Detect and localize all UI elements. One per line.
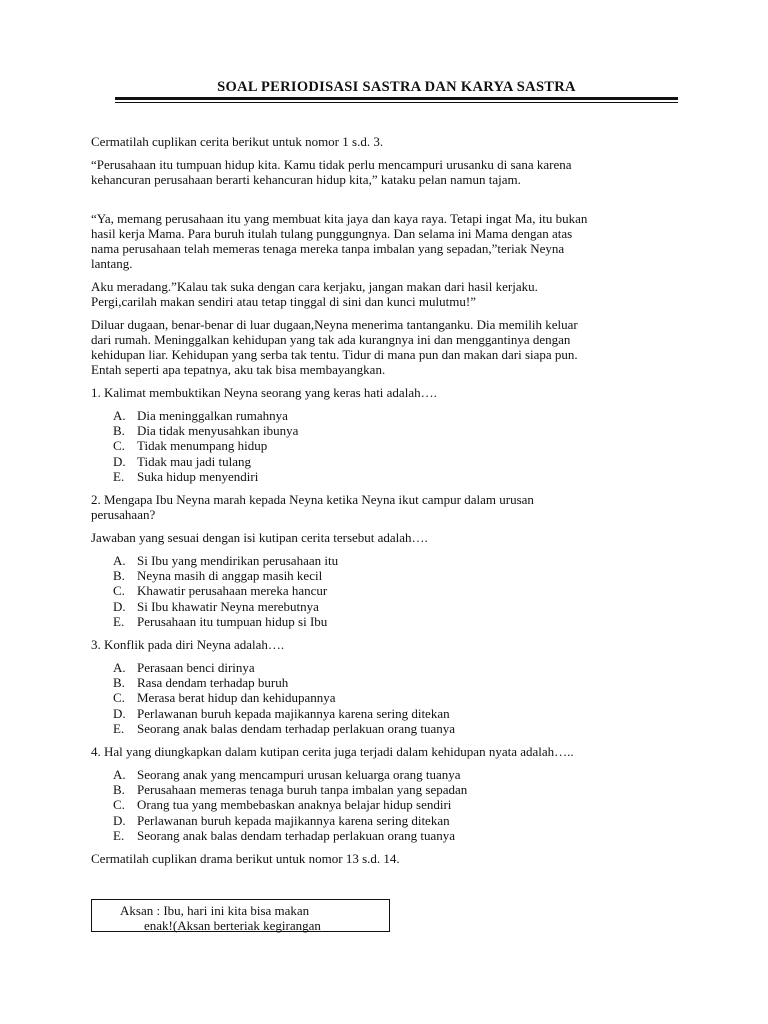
question-1: 1. Kalimat membuktikan Neyna seorang yang keras hati adalah….: [91, 385, 437, 400]
document-body: [91, 134, 691, 866]
option-item: [113, 408, 691, 423]
drama-line: Aksan : Ibu, hari ini kita bisa makan: [120, 903, 310, 918]
option-letter: A.: [113, 660, 126, 676]
option-text: Dia tidak menyusahkan ibunya: [137, 423, 299, 439]
option-text: Neyna masih di anggap masih kecil: [137, 568, 323, 584]
story-line: kehidupan liar. Kehidupan yang serba tak tentu. Tidur di mana pun dan makan dari siapa pun.: [91, 347, 578, 362]
story-paragraph-4: [91, 317, 691, 377]
option-item: [113, 469, 691, 484]
option-letter: A.: [113, 408, 126, 423]
option-item: [113, 660, 691, 675]
option-item: [113, 675, 691, 690]
question-2-options: [91, 553, 691, 629]
option-letter: B.: [113, 568, 125, 584]
option-letter: A.: [113, 767, 126, 783]
option-text: Si Ibu yang mendirikan perusahaan itu: [137, 553, 339, 569]
option-letter: A.: [113, 553, 126, 569]
option-text: Merasa berat hidup dan kehidupannya: [137, 690, 336, 706]
question-4-options: [91, 767, 691, 843]
option-letter: E.: [113, 613, 125, 629]
option-text: Dia meninggalkan rumahnya: [137, 408, 288, 423]
option-letter: B.: [113, 675, 125, 691]
option-item: [113, 767, 691, 782]
story-line: lantang.: [91, 256, 133, 271]
drama-instruction: Cermatilah cuplikan drama berikut untuk nomor 13 s.d. 14.: [91, 851, 400, 867]
option-item: [113, 614, 691, 629]
story-instruction: Cermatilah cuplikan cerita berikut untuk nomor 1 s.d. 3.: [91, 134, 384, 149]
story-paragraph-2: [91, 211, 691, 271]
option-letter: D.: [113, 453, 126, 469]
option-letter: B.: [113, 423, 125, 439]
option-letter: C.: [113, 438, 125, 454]
option-item: [113, 690, 691, 705]
question-line: 2. Mengapa Ibu Neyna marah kepada Neyna ketika Neyna ikut campur dalam urusan: [91, 492, 534, 508]
option-item: [113, 454, 691, 469]
question-line: perusahaan?: [91, 507, 156, 523]
option-text: Seorang anak balas dendam terhadap perlakuan orang tuanya: [137, 827, 456, 843]
option-letter: C.: [113, 797, 125, 813]
story-line: Pergi,carilah makan sendiri atau tetap tinggal di sini dan kunci mulutmu!”: [91, 294, 476, 309]
question-4: 4. Hal yang diungkapkan dalam kutipan cerita juga terjadi dalam kehidupan nyata adalah…..: [91, 744, 574, 760]
story-line: “Perusahaan itu tumpuan hidup kita. Kamu tidak perlu mencampuri urusanku di sana karena: [91, 157, 572, 172]
question-3-options: [91, 660, 691, 736]
option-letter: C.: [113, 583, 125, 599]
option-item: [113, 553, 691, 568]
option-item: [113, 828, 691, 843]
question-1-options: [91, 408, 691, 484]
option-text: Perusahaan memeras tenaga buruh tanpa imbalan yang sepadan: [137, 782, 468, 798]
option-text: Perusahaan itu tumpuan hidup si Ibu: [137, 613, 328, 629]
story-line: dari rumah. Meninggalkan kehidupan yang tak ada kurangnya ini dan menggantinya dengan: [91, 332, 571, 347]
option-text: Perasaan benci dirinya: [137, 660, 255, 676]
option-item: [113, 438, 691, 453]
question-2: [91, 492, 691, 522]
option-text: Khawatir perusahaan mereka hancur: [137, 583, 328, 599]
option-text: Tidak menumpang hidup: [137, 438, 268, 454]
option-text: Orang tua yang membebaskan anaknya belajar hidup sendiri: [137, 797, 452, 813]
document-title: SOAL PERIODISASI SASTRA DAN KARYA SASTRA: [217, 79, 576, 95]
option-text: Suka hidup menyendiri: [137, 468, 259, 484]
story-line: Diluar dugaan, benar-benar di luar dugaan,Neyna menerima tantanganku. Dia memilih keluar: [91, 317, 578, 332]
option-letter: E.: [113, 720, 125, 736]
option-letter: E.: [113, 468, 125, 484]
option-item: [113, 568, 691, 583]
option-item: [113, 813, 691, 828]
option-letter: E.: [113, 827, 125, 843]
question-3: 3. Konflik pada diri Neyna adalah….: [91, 637, 285, 653]
option-letter: D.: [113, 705, 126, 721]
option-text: Si Ibu khawatir Neyna merebutnya: [137, 598, 319, 614]
story-line: nama perusahaan telah memeras tenaga mereka tanpa imbalan yang sepadan,”teriak Neyna: [91, 241, 565, 256]
option-item: [113, 583, 691, 598]
option-item: [113, 706, 691, 721]
title-rule-thick: [115, 97, 678, 100]
option-item: [113, 721, 691, 736]
option-item: [113, 599, 691, 614]
option-text: Perlawanan buruh kepada majikannya karena sering ditekan: [137, 812, 450, 828]
option-text: Seorang anak yang mencampuri urusan keluarga orang tuanya: [137, 767, 461, 783]
title-rule-thin: [115, 102, 678, 103]
question-2-prompt: Jawaban yang sesuai dengan isi kutipan cerita tersebut adalah….: [91, 530, 428, 546]
story-line: Entah seperti apa tepatnya, aku tak bisa membayangkan.: [91, 362, 386, 377]
option-letter: D.: [113, 812, 126, 828]
option-item: [113, 797, 691, 812]
option-item: [113, 782, 691, 797]
story-line: hasil kerja Mama. Para buruh itulah tulang punggungnya. Dan selama ini Mama dengan atas: [91, 226, 573, 241]
option-letter: B.: [113, 782, 125, 798]
option-letter: D.: [113, 598, 126, 614]
option-text: Seorang anak balas dendam terhadap perlakuan orang tuanya: [137, 720, 456, 736]
story-line: Aku meradang.”Kalau tak suka dengan cara kerjaku, jangan makan dari hasil kerjaku.: [91, 279, 538, 294]
option-text: Rasa dendam terhadap buruh: [137, 675, 289, 691]
option-item: [113, 423, 691, 438]
option-text: Perlawanan buruh kepada majikannya karena sering ditekan: [137, 705, 450, 721]
drama-line: enak!(Aksan berteriak kegirangan: [144, 918, 321, 933]
option-letter: C.: [113, 690, 125, 706]
option-text: Tidak mau jadi tulang: [137, 453, 251, 469]
drama-excerpt-box: [91, 899, 390, 932]
story-paragraph-3: [91, 279, 691, 309]
story-line: kehancuran perusahaan berarti kehancuran hidup kita,” kataku pelan namun tajam.: [91, 172, 521, 187]
story-line: “Ya, memang perusahaan itu yang membuat kita jaya dan kaya raya. Tetapi ingat Ma, itu bukan: [91, 211, 588, 226]
story-paragraph-1: [91, 157, 691, 187]
